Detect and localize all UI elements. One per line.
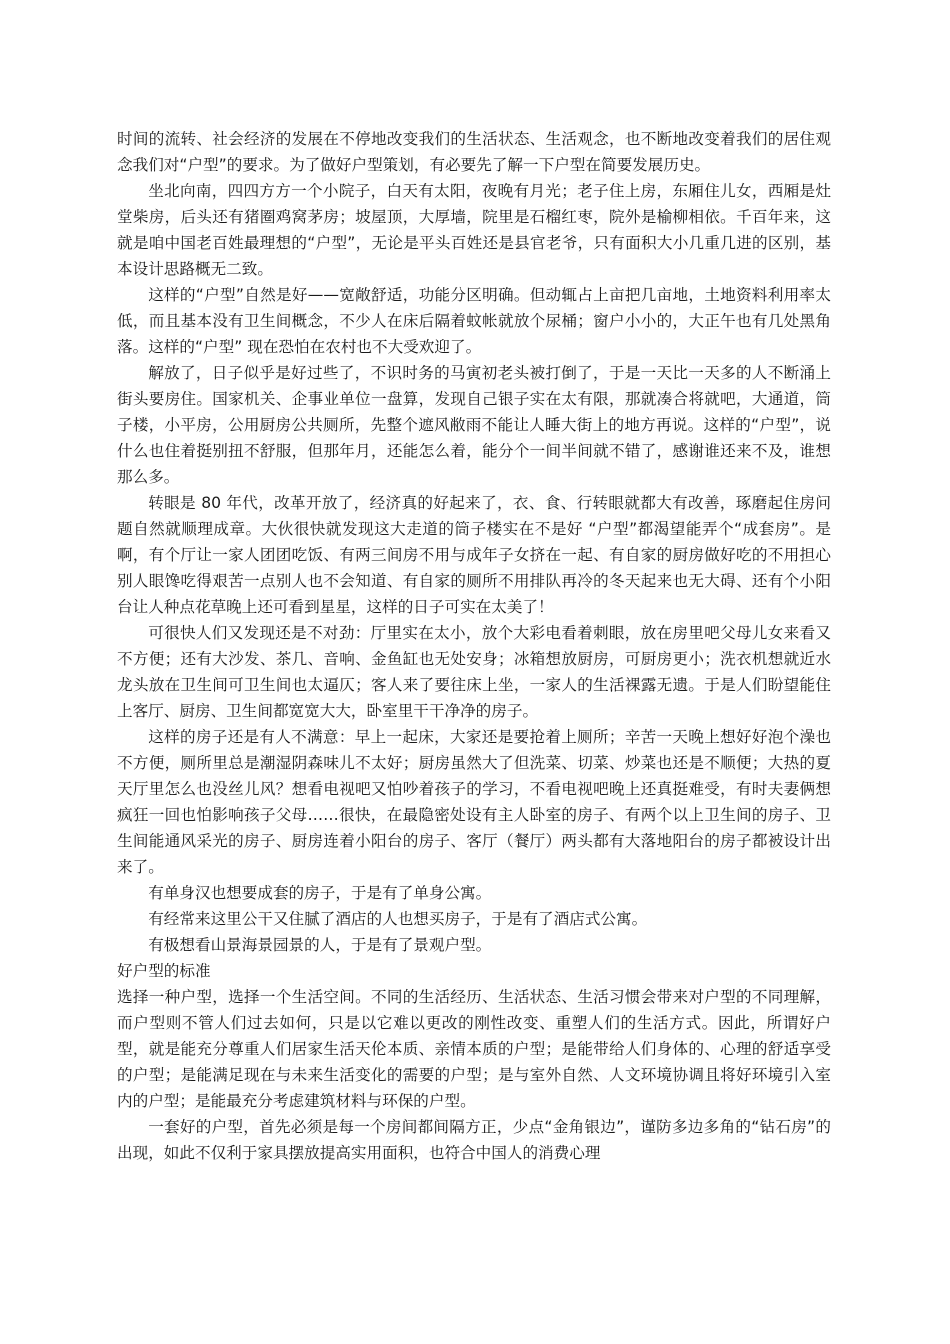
paragraph-still-unsatisfied: 这样的房子还是有人不满意：早上一起床，大家还是要抢着上厕所；辛苦一天晚上想好好泡个澡也不方便，厕所里总是潮湿阴森味儿不太好；厨房虽然大了但洗菜、切菜、炒菜也还是不顺便；大热的夏天厅里怎么也没丝儿风？想看电视吧又怕吵着孩子的学习，不看电视吧晚上还真挺难受，有时夫妻俩想疯狂一回也怕影响孩子父母……很快，在最隐密处设有主人卧室的房子、有两个以上卫生间的房子、卫生间能通风采光的房子、厨房连着小阳台的房子、客厅（餐厅）两头都有大落地阳台的房子都被设计出来了。 — [117, 728, 831, 876]
paragraph-landscape-unit: 有极想看山景海景园景的人，于是有了景观户型。 — [148, 936, 492, 954]
section-heading-good-layout: 好户型的标准 — [117, 962, 211, 980]
paragraph-courtyard-drawbacks: 这样的“户型”自然是好——宽敞舒适，功能分区明确。但动辄占上亩把几亩地，土地资料利用率太低，而且基本没有卫生间概念，不少人在床后隔着蚊帐就放个尿桶；窗户小小的，大正午也有几处黑角落。这样的“户型” 现在恐怕在农村也不大受欢迎了。 — [117, 286, 831, 356]
paragraph-square-rooms: 一套好的户型，首先必须是每一个房间都间隔方正，少点“金角银边”，谨防多边多角的“钻石房”的出现，如此不仅利于家具摆放提高实用面积，也符合中国人的消费心理 — [117, 1118, 831, 1162]
paragraph-good-layout-definition: 选择一种户型，选择一个生活空间。不同的生活经历、生活状态、生活习惯会带来对户型的不同理解，而户型则不管人们过去如何，只是以它难以更改的刚性改变、重塑人们的生活方式。因此，所谓好户型，就是能充分尊重人们居家生活天伦本质、亲情本质的户型；是能带给人们身体的、心理的舒适享受的户型；是能满足现在与未来生活变化的需要的户型；是与室外自然、人文环境协调且将好环境引入室内的户型；是能最充分考虑建筑材料与环保的户型。 — [117, 988, 831, 1110]
paragraph-small-living-room: 可很快人们又发现还是不对劲：厅里实在太小，放个大彩电看着刺眼，放在房里吧父母儿女来看又不方便；还有大沙发、茶几、音响、金鱼缸也无处安身；冰箱想放厨房，可厨房更小；洗衣机想就近水龙头放在卫生间可卫生间也太逼仄；客人来了要往床上坐，一家人的生活裸露无遗。于是人们盼望能住上客厅、厨房、卫生间都宽宽大大，卧室里干干净净的房子。 — [117, 624, 831, 720]
paragraph-single-apartment: 有单身汉也想要成套的房子，于是有了单身公寓。 — [148, 884, 492, 902]
paragraph-liberation: 解放了，日子似乎是好过些了，不识时务的马寅初老头被打倒了，于是一天比一天多的人不断涌上街头要房住。国家机关、企事业单位一盘算，发现自己银子实在太有限，那就凑合将就吧，大通道，筒子楼，小平房，公用厨房公共厕所，先整个遮风敝雨不能让人睡大街上的地方再说。这样的“户型”，说什么也住着挺别扭不舒服，但那年月，还能怎么着，能分个一间半间就不错了，感谢谁还来不及，谁想那么多。 — [117, 364, 831, 486]
paragraph-1980s: 转眼是 80 年代，改革开放了，经济真的好起来了，衣、食、行转眼就都大有改善，琢磨起住房问题自然就顺理成章。大伙很快就发现这大走道的筒子楼实在不是好 “户型”都渴望能弄个“成套房”。是啊，有个厅让一家人团团吃饭、有两三间房不用与成年子女挤在一起、有自家的厨房做好吃的不用担心别人眼馋吃得艰苦一点别人也不会知道、有自家的厕所不用排队再冷的冬天起来也无大碍、还有个小阳台让人种点花草晚上还可看到星星，这样的日子可实在太美了！ — [117, 494, 831, 616]
paragraph-hotel-apartment: 有经常来这里公干又住腻了酒店的人也想买房子，于是有了酒店式公寓。 — [148, 910, 648, 928]
document-body — [117, 126, 831, 1166]
paragraph-courtyard: 坐北向南，四四方方一个小院子，白天有太阳，夜晚有月光；老子住上房，东厢住儿女，西厢是灶堂柴房，后头还有猪圈鸡窝茅房；坡屋顶，大厚墙，院里是石榴红枣，院外是榆柳相依。千百年来，这就是咱中国老百姓最理想的“户型”，无论是平头百姓还是县官老爷，只有面积大小几重几进的区别，基本设计思路概无二致。 — [117, 182, 831, 278]
paragraph-intro: 时间的流转、社会经济的发展在不停地改变我们的生活状态、生活观念，也不断地改变着我们的居住观念我们对“户型”的要求。为了做好户型策划，有必要先了解一下户型在简要发展历史。 — [117, 130, 831, 174]
